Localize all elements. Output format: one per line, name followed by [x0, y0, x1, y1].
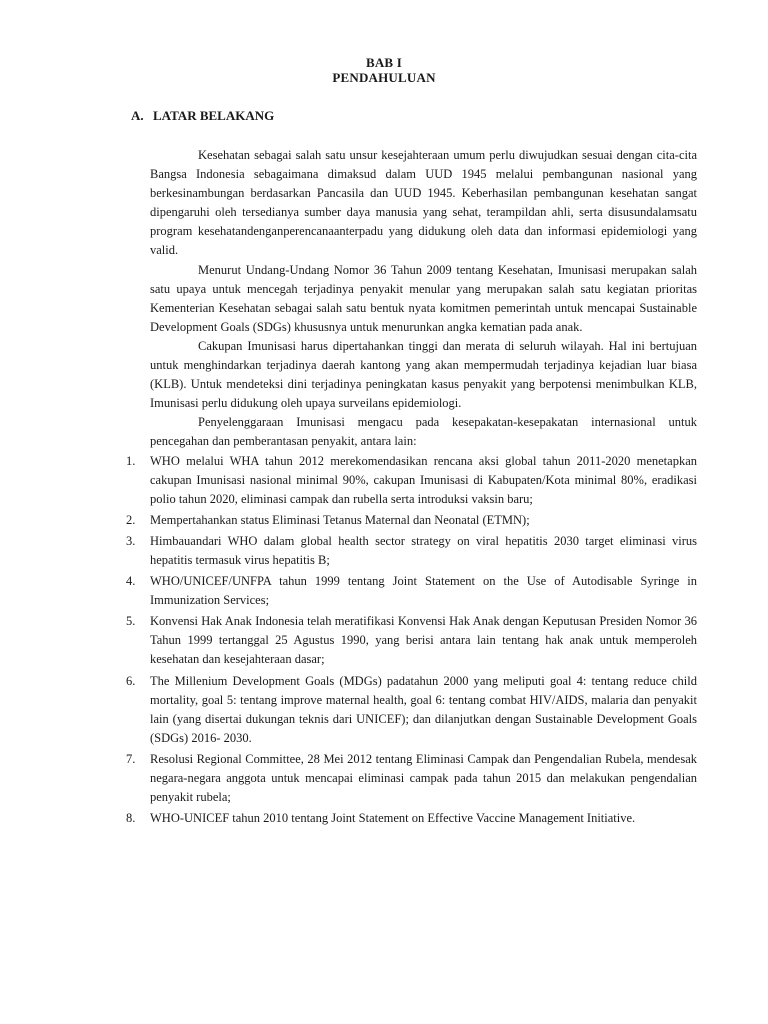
paragraph: Kesehatan sebagai salah satu unsur kesejahteraan umum perlu diwujudkan sesuai dengan cita-cita Bangsa Indonesia sebagaimana dimaksud dalam UUD 1945 melalui pembangunan nasional yang berkesinambungan berdasarkan Pancasila dan UUD 1945. Keberhasilan pembangunan kesehatan sangat dipengaruhi oleh tersedianya sumber daya manusia yang sehat, terampildan ahli, serta disusundalamsatu program kesehatandenganperencanaanterpadu yang didukung oleh data dan informasi epidemiologi yang valid.: [150, 148, 697, 258]
list-item: [126, 672, 697, 748]
list-item-text: WHO melalui WHA tahun 2012 merekomendasikan rencana aksi global tahun 2011-2020 menetapkan cakupan Imunisasi nasional minimal 90%, cakupan Imunisasi di Kabupaten/Kota minimal 80%, eradikasi polio tahun 2020, eliminasi campak dan rubella serta introduksi vaksin baru;: [150, 453, 697, 506]
agreement-list: [126, 452, 697, 829]
list-item: [126, 532, 697, 570]
list-item-number: 6.: [126, 673, 136, 688]
list-item-text: The Millenium Development Goals (MDGs) padatahun 2000 yang meliputi goal 4: tentang reduce child mortality, goal 5: tentang improve maternal health, goal 6: tentang combat HIV/AIDS, malaria dan penyakit lain (yang disertai dukungan teknis dari UNICEF); dan dilanjutkan dengan Sustainable Development Goals (SDGs) 2016- 2030.: [150, 673, 697, 745]
list-item-text: WHO-UNICEF tahun 2010 tentang Joint Statement on Effective Vaccine Management Initiative.: [150, 811, 636, 826]
list-item-number: 8.: [126, 811, 136, 826]
list-item-number: 7.: [126, 751, 136, 766]
list-item-number: 2.: [126, 512, 136, 527]
list-item-text: Resolusi Regional Committee, 28 Mei 2012 tentang Eliminasi Campak dan Pengendalian Rubela, mendesak negara-negara anggota untuk mencapai eliminasi campak pada tahun 2015 dan melakukan pengendalian penyakit rubela;: [150, 751, 697, 805]
chapter-title: PENDAHULUAN: [332, 70, 436, 85]
list-item: [126, 452, 697, 509]
section-number: A.: [131, 108, 144, 123]
body-text: [126, 146, 697, 830]
chapter-number: BAB I: [365, 55, 403, 70]
list-container: [126, 452, 697, 829]
list-item-text: Himbauandari WHO dalam global health sector strategy on viral hepatitis 2030 target eliminasi virus hepatitis termasuk virus hepatitis B;: [150, 533, 697, 567]
list-item: [126, 572, 697, 610]
list-item-text: WHO/UNICEF/UNFPA tahun 1999 tentang Joint Statement on the Use of Autodisable Syringe in Immunization Services;: [150, 574, 697, 608]
list-item-text: Mempertahankan status Eliminasi Tetanus Maternal dan Neonatal (ETMN);: [150, 512, 530, 527]
list-item-number: 4.: [126, 574, 136, 589]
paragraph: Menurut Undang-Undang Nomor 36 Tahun 2009 tentang Kesehatan, Imunisasi merupakan salah satu upaya untuk mencegah terjadinya penyakit menular yang merupakan salah satu kegiatan prioritas Kementerian Kesehatan sebagai salah satu bentuk nyata komitmen pemerintah untuk mencapai Sustainable Development Goals (SDGs) khususnya untuk menurunkan angka kematian pada anak.: [150, 262, 697, 334]
list-item: [126, 750, 697, 807]
paragraph: Penyelenggaraan Imunisasi mengacu pada kesepakatan-kesepakatan internasional untuk pencegahan dan pemberantasan penyakit, antara lain:: [150, 415, 697, 449]
list-item: [126, 809, 697, 828]
paragraph: Cakupan Imunisasi harus dipertahankan tinggi dan merata di seluruh wilayah. Hal ini bertujuan untuk menghindarkan terjadinya daerah kantong yang akan mempermudah terjadinya kejadian luar biasa (KLB). Untuk mendeteksi dini terjadinya peningkatan kasus penyakit yang berpotensi menimbulkan KLB, Imunisasi perlu didukung oleh upaya surveilans epidemiologi.: [150, 338, 697, 411]
list-item: [126, 511, 697, 530]
list-item-text: Konvensi Hak Anak Indonesia telah meratifikasi Konvensi Hak Anak dengan Keputusan Presiden Nomor 36 Tahun 1999 tertanggal 25 Agustus 1990, yang berisi antara lain tentang hak anak untuk memperoleh kesehatan dan kesejahteraan dasar;: [150, 614, 697, 667]
section-title: LATAR BELAKANG: [153, 108, 275, 123]
list-item-number: 3.: [126, 533, 136, 548]
list-item-number: 1.: [126, 453, 136, 468]
list-item: [126, 612, 697, 669]
list-item-number: 5.: [126, 614, 136, 629]
section-heading: [131, 108, 274, 124]
